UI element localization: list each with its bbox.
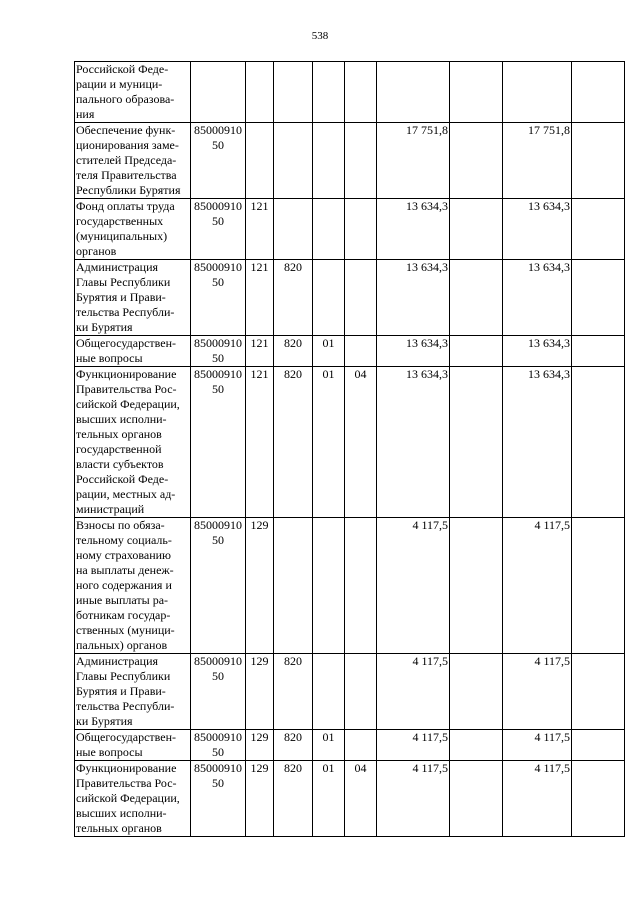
expense-type-cell	[246, 62, 274, 123]
cell-text: 4 117,5	[412, 518, 448, 532]
row-name-cell	[75, 730, 191, 761]
cell-text: 4 117,5	[534, 730, 570, 744]
cell-text: 04	[354, 761, 367, 775]
cell-text: 13 634,3	[406, 260, 448, 274]
subsection-cell	[345, 730, 377, 761]
cell-text: Обеспечение функ- ционирования заме- стителей Председа- теля Правительства Республики Бурятия	[76, 123, 181, 197]
subsection-cell	[345, 123, 377, 199]
cell-text: 85000910 50	[194, 367, 242, 396]
section-cell	[313, 62, 345, 123]
empty-cell	[450, 367, 503, 518]
amount-total-cell	[503, 367, 572, 518]
ministry-code-cell	[274, 260, 313, 336]
expense-type-cell	[246, 761, 274, 837]
row-name-cell	[75, 761, 191, 837]
empty-cell	[450, 62, 503, 123]
subsection-cell	[345, 62, 377, 123]
cell-text: 17 751,8	[528, 123, 570, 137]
expense-type-cell	[246, 260, 274, 336]
empty-cell	[572, 730, 625, 761]
cell-text: 820	[284, 336, 302, 350]
target-code-cell	[191, 654, 246, 730]
row-name-cell	[75, 123, 191, 199]
cell-text: 01	[322, 730, 335, 744]
table-row	[75, 761, 625, 837]
cell-text: 85000910 50	[194, 654, 242, 683]
target-code-cell	[191, 367, 246, 518]
table-row	[75, 336, 625, 367]
empty-cell	[572, 367, 625, 518]
amount-cell	[377, 336, 450, 367]
empty-cell	[572, 62, 625, 123]
cell-text: 85000910 50	[194, 123, 242, 152]
amount-cell	[377, 761, 450, 837]
row-name-cell	[75, 336, 191, 367]
amount-total-cell	[503, 336, 572, 367]
empty-cell	[572, 199, 625, 260]
cell-text: 13 634,3	[406, 336, 448, 350]
cell-text: 121	[250, 199, 269, 213]
cell-text: Функционирование Правительства Рос- сийской Федерации, высших исполни- тельных органов	[76, 761, 180, 835]
empty-cell	[450, 654, 503, 730]
ministry-code-cell	[274, 62, 313, 123]
cell-text: 4 117,5	[534, 761, 570, 775]
table-row	[75, 199, 625, 260]
empty-cell	[572, 336, 625, 367]
amount-cell	[377, 62, 450, 123]
expense-type-cell	[246, 730, 274, 761]
cell-text: 820	[284, 367, 302, 381]
row-name-cell	[75, 367, 191, 518]
ministry-code-cell	[274, 367, 313, 518]
page-number: 538	[311, 30, 329, 42]
cell-text: 4 117,5	[534, 654, 570, 668]
budget-table-body	[75, 62, 625, 837]
cell-text: Взносы по обяза- тельному социаль- ному страхованию на выплаты денеж- ного содержания и иные выплаты ра- ботникам государ- ственных (муници- пальных) органов	[76, 518, 175, 652]
table-row	[75, 518, 625, 654]
expense-type-cell	[246, 367, 274, 518]
amount-total-cell	[503, 761, 572, 837]
empty-cell	[572, 260, 625, 336]
cell-text: 129	[250, 761, 269, 775]
cell-text: Функционирование Правительства Рос- сийской Федерации, высших исполни- тельных органов государственной власти субъектов Российской Феде- рации, местных ад- министраций	[76, 367, 180, 516]
amount-total-cell	[503, 654, 572, 730]
ministry-code-cell	[274, 336, 313, 367]
empty-cell	[572, 761, 625, 837]
table-row	[75, 367, 625, 518]
subsection-cell	[345, 260, 377, 336]
amount-cell	[377, 260, 450, 336]
cell-text: 4 117,5	[412, 761, 448, 775]
target-code-cell	[191, 518, 246, 654]
ministry-code-cell	[274, 199, 313, 260]
target-code-cell	[191, 199, 246, 260]
empty-cell	[450, 336, 503, 367]
cell-text: 820	[284, 761, 302, 775]
empty-cell	[572, 123, 625, 199]
section-cell	[313, 336, 345, 367]
expense-type-cell	[246, 654, 274, 730]
cell-text: 820	[284, 730, 302, 744]
table-row	[75, 260, 625, 336]
cell-text: 01	[322, 761, 335, 775]
cell-text: 85000910 50	[194, 199, 242, 228]
subsection-cell	[345, 367, 377, 518]
cell-text: 85000910 50	[194, 518, 242, 547]
subsection-cell	[345, 199, 377, 260]
cell-text: 820	[284, 654, 302, 668]
cell-text: 121	[250, 260, 269, 274]
cell-text: 13 634,3	[528, 336, 570, 350]
cell-text: 04	[354, 367, 367, 381]
cell-text: 13 634,3	[406, 199, 448, 213]
cell-text: 13 634,3	[528, 199, 570, 213]
cell-text: Фонд оплаты труда государственных (муниципальных) органов	[76, 199, 175, 258]
empty-cell	[450, 123, 503, 199]
amount-cell	[377, 730, 450, 761]
target-code-cell	[191, 123, 246, 199]
ministry-code-cell	[274, 123, 313, 199]
ministry-code-cell	[274, 730, 313, 761]
amount-total-cell	[503, 123, 572, 199]
amount-cell	[377, 123, 450, 199]
amount-total-cell	[503, 518, 572, 654]
cell-text: 85000910 50	[194, 260, 242, 289]
cell-text: 13 634,3	[528, 260, 570, 274]
cell-text: Администрация Главы Республики Бурятия и Прави- тельства Республи- ки Бурятия	[76, 260, 175, 334]
cell-text: 13 634,3	[528, 367, 570, 381]
cell-text: 85000910 50	[194, 761, 242, 790]
cell-text: 121	[250, 336, 269, 350]
section-cell	[313, 367, 345, 518]
amount-total-cell	[503, 730, 572, 761]
target-code-cell	[191, 336, 246, 367]
cell-text: 4 117,5	[534, 518, 570, 532]
amount-cell	[377, 199, 450, 260]
cell-text: 4 117,5	[412, 730, 448, 744]
empty-cell	[450, 199, 503, 260]
expense-type-cell	[246, 199, 274, 260]
empty-cell	[450, 260, 503, 336]
cell-text: 4 117,5	[412, 654, 448, 668]
row-name-cell	[75, 62, 191, 123]
ministry-code-cell	[274, 761, 313, 837]
cell-text: 129	[250, 654, 269, 668]
cell-text: 121	[250, 367, 269, 381]
table-row	[75, 654, 625, 730]
empty-cell	[450, 761, 503, 837]
cell-text: Общегосударствен- ные вопросы	[76, 336, 177, 365]
section-cell	[313, 730, 345, 761]
cell-text: 17 751,8	[406, 123, 448, 137]
row-name-cell	[75, 654, 191, 730]
cell-text: 13 634,3	[406, 367, 448, 381]
amount-total-cell	[503, 62, 572, 123]
empty-cell	[572, 654, 625, 730]
empty-cell	[450, 730, 503, 761]
section-cell	[313, 761, 345, 837]
amount-cell	[377, 654, 450, 730]
amount-cell	[377, 518, 450, 654]
target-code-cell	[191, 62, 246, 123]
empty-cell	[572, 518, 625, 654]
amount-cell	[377, 367, 450, 518]
subsection-cell	[345, 336, 377, 367]
section-cell	[313, 654, 345, 730]
cell-text: 820	[284, 260, 302, 274]
subsection-cell	[345, 654, 377, 730]
row-name-cell	[75, 199, 191, 260]
subsection-cell	[345, 761, 377, 837]
section-cell	[313, 260, 345, 336]
expense-type-cell	[246, 336, 274, 367]
cell-text: 01	[322, 336, 335, 350]
expense-type-cell	[246, 123, 274, 199]
table-row	[75, 730, 625, 761]
cell-text: Российской Феде- рации и муници- пального образова- ния	[76, 62, 175, 121]
ministry-code-cell	[274, 518, 313, 654]
target-code-cell	[191, 260, 246, 336]
cell-text: 129	[250, 518, 269, 532]
cell-text: 85000910 50	[194, 730, 242, 759]
empty-cell	[450, 518, 503, 654]
table-row	[75, 123, 625, 199]
cell-text: Администрация Главы Республики Бурятия и Прави- тельства Республи- ки Бурятия	[76, 654, 175, 728]
section-cell	[313, 199, 345, 260]
budget-table	[74, 61, 625, 837]
subsection-cell	[345, 518, 377, 654]
table-row	[75, 62, 625, 123]
section-cell	[313, 518, 345, 654]
row-name-cell	[75, 518, 191, 654]
cell-text: Общегосударствен- ные вопросы	[76, 730, 177, 759]
ministry-code-cell	[274, 654, 313, 730]
cell-text: 01	[322, 367, 335, 381]
row-name-cell	[75, 260, 191, 336]
section-cell	[313, 123, 345, 199]
target-code-cell	[191, 761, 246, 837]
cell-text: 85000910 50	[194, 336, 242, 365]
amount-total-cell	[503, 199, 572, 260]
target-code-cell	[191, 730, 246, 761]
amount-total-cell	[503, 260, 572, 336]
cell-text: 129	[250, 730, 269, 744]
expense-type-cell	[246, 518, 274, 654]
